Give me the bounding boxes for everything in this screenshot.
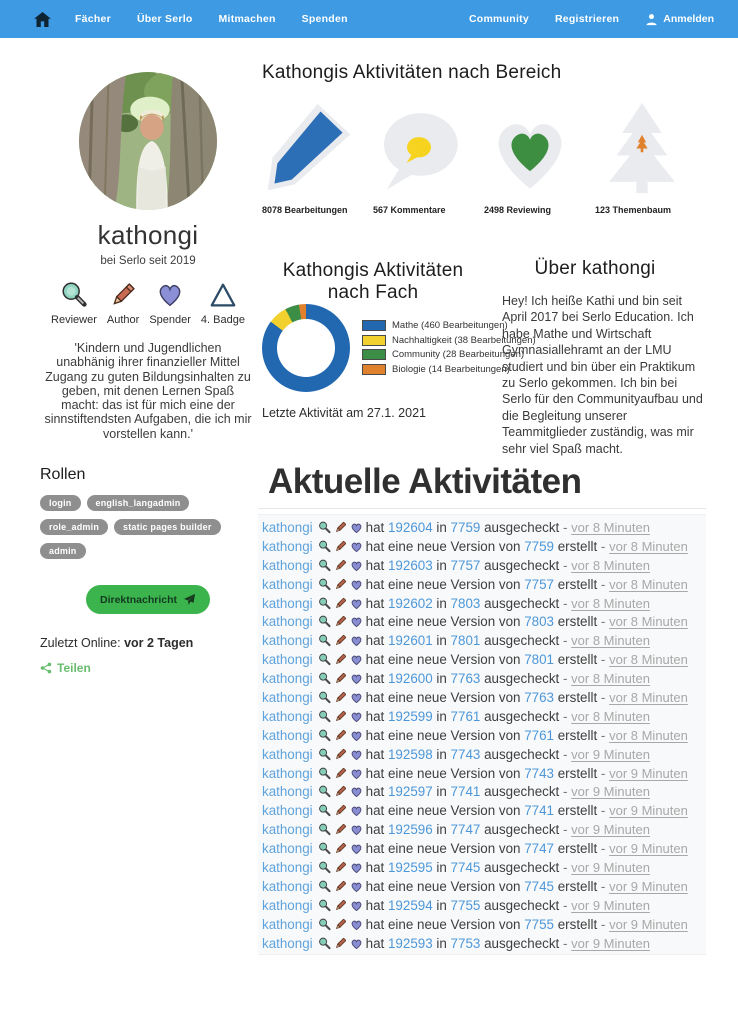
activity-time-link[interactable]: vor 8 Minuten — [609, 576, 688, 592]
pencil-icon — [334, 521, 347, 534]
direct-message-button[interactable]: Direktnachricht — [86, 585, 210, 614]
activity-user-link[interactable]: kathongi — [262, 576, 313, 592]
entity-link[interactable]: 7761 — [450, 708, 481, 724]
activity-row — [262, 594, 706, 613]
entity-link[interactable]: 7803 — [450, 595, 481, 611]
entity-link[interactable]: 7741 — [450, 784, 481, 800]
recent-title: Aktuelle Aktivitäten — [268, 462, 582, 501]
entity-link[interactable]: 7755 — [450, 897, 481, 913]
activity-row — [262, 688, 706, 707]
activity-time-link[interactable]: vor 8 Minuten — [609, 689, 688, 705]
pencil-icon — [334, 804, 347, 817]
heart-icon — [350, 597, 363, 610]
activity-user-link[interactable]: kathongi — [262, 557, 313, 573]
entity-link[interactable]: 7801 — [524, 652, 555, 668]
pencil-icon — [262, 100, 358, 196]
nav-right — [469, 13, 714, 26]
activity-user-link[interactable]: kathongi — [262, 689, 313, 705]
activity-user-link[interactable]: kathongi — [262, 595, 313, 611]
entity-link[interactable]: 7747 — [524, 841, 555, 857]
magnifier-icon — [318, 521, 331, 534]
revision-link[interactable]: 192597 — [387, 784, 433, 800]
main-content — [262, 62, 706, 962]
role-pill: static pages builder — [114, 519, 221, 535]
user-icon — [645, 13, 658, 26]
stat-kommentare: 567 Kommentare — [373, 98, 484, 215]
activity-row — [262, 518, 706, 537]
activity-user-link[interactable]: kathongi — [262, 727, 313, 743]
activity-list — [258, 514, 706, 955]
heart-icon — [350, 899, 363, 912]
activity-time-link[interactable]: vor 8 Minuten — [609, 614, 688, 630]
activity-time-link[interactable]: vor 9 Minuten — [571, 822, 650, 838]
legend-entry: Biologie (14 Bearbeitungen) — [362, 364, 536, 375]
magnifier-icon — [318, 785, 331, 798]
activity-text: hat 192597 in 7741 ausgecheckt - vor 9 Minuten — [365, 784, 650, 800]
activity-row — [262, 707, 706, 726]
legend-swatch — [362, 320, 386, 331]
pencil-icon — [334, 653, 347, 666]
magnifier-icon — [318, 540, 331, 553]
badge-4: 4. Badge — [201, 280, 245, 326]
revision-link[interactable]: 192602 — [387, 595, 433, 611]
entity-link[interactable]: 7757 — [524, 576, 555, 592]
entity-link[interactable]: 7741 — [524, 803, 555, 819]
heart-icon — [155, 280, 185, 310]
pencil-icon — [334, 672, 347, 685]
activity-user-link[interactable]: kathongi — [262, 803, 313, 819]
section-title-bereich: Kathongis Aktivitäten nach Bereich — [262, 62, 562, 83]
magnifier-icon — [318, 823, 331, 836]
magnifier-icon — [318, 597, 331, 610]
entity-link[interactable]: 7743 — [524, 765, 555, 781]
last-activity-date: Letzte Aktivität am 27.1. 2021 — [262, 406, 426, 420]
activity-user-link[interactable]: kathongi — [262, 671, 313, 687]
activity-time-link[interactable]: vor 8 Minuten — [609, 538, 688, 554]
activity-row — [262, 631, 706, 650]
activity-user-link[interactable]: kathongi — [262, 708, 313, 724]
activity-time-link[interactable]: vor 8 Minuten — [571, 671, 650, 687]
entity-link[interactable]: 7759 — [524, 538, 555, 554]
pencil-icon — [108, 280, 138, 310]
revision-link[interactable]: 192601 — [387, 633, 433, 649]
heart-icon — [350, 937, 363, 950]
pencil-icon — [334, 559, 347, 572]
revision-link[interactable]: 192594 — [387, 897, 433, 913]
activity-user-link[interactable]: kathongi — [262, 859, 313, 875]
role-pill: admin — [40, 543, 86, 559]
home-button[interactable] — [34, 12, 51, 27]
activity-time-link[interactable]: vor 9 Minuten — [571, 784, 650, 800]
magnifier-icon — [59, 280, 89, 310]
nav-item[interactable]: Über Serlo — [136, 13, 193, 25]
entity-link[interactable]: 7747 — [450, 822, 481, 838]
heart-icon — [350, 691, 363, 704]
activity-text: hat eine neue Version von 7757 erstellt - vor 8 Minuten — [365, 576, 688, 592]
activity-text: hat eine neue Version von 7755 erstellt - vor 9 Minuten — [365, 916, 688, 932]
entity-link[interactable]: 7743 — [450, 746, 481, 762]
activity-time-link[interactable]: vor 8 Minuten — [571, 633, 650, 649]
pencil-icon — [334, 767, 347, 780]
entity-link[interactable]: 7801 — [450, 633, 481, 649]
activity-text: hat eine neue Version von 7803 erstellt - vor 8 Minuten — [365, 614, 688, 630]
badge-spender: Spender — [149, 280, 191, 326]
member-since: bei Serlo seit 2019 — [100, 255, 196, 267]
stat-themenbaum: 123 Themenbaum — [595, 98, 706, 215]
entity-link[interactable]: 7803 — [524, 614, 555, 630]
activity-time-link[interactable]: vor 9 Minuten — [609, 878, 688, 894]
entity-link[interactable]: 7745 — [450, 859, 481, 875]
magnifier-icon — [318, 748, 331, 761]
heart-icon — [350, 521, 363, 534]
entity-link[interactable]: 7759 — [450, 519, 481, 535]
activity-time-link[interactable]: vor 9 Minuten — [609, 841, 688, 857]
heart-icon — [350, 880, 363, 893]
activity-text: hat eine neue Version von 7741 erstellt - vor 9 Minuten — [365, 803, 688, 819]
login-button[interactable]: Anmelden — [645, 13, 714, 26]
activity-row — [262, 764, 706, 783]
share-icon — [40, 662, 52, 674]
entity-link[interactable]: 7755 — [524, 916, 555, 932]
activity-user-link[interactable]: kathongi — [262, 614, 313, 630]
activity-text: hat 192595 in 7745 ausgecheckt - vor 9 Minuten — [365, 859, 650, 875]
activity-user-link[interactable]: kathongi — [262, 822, 313, 838]
entity-link[interactable]: 7753 — [450, 935, 481, 951]
activity-text: hat eine neue Version von 7761 erstellt - vor 8 Minuten — [365, 727, 688, 743]
stat-bearbeitungen: 8078 Bearbeitungen — [262, 98, 373, 215]
activity-user-link[interactable]: kathongi — [262, 878, 313, 894]
legend-swatch — [362, 349, 386, 360]
activity-row — [262, 556, 706, 575]
magnifier-icon — [318, 710, 331, 723]
activity-time-link[interactable]: vor 8 Minuten — [571, 708, 650, 724]
activity-row — [262, 839, 706, 858]
activity-text: hat 192594 in 7755 ausgecheckt - vor 9 Minuten — [365, 897, 650, 913]
magnifier-icon — [318, 880, 331, 893]
username: kathongi — [97, 220, 199, 250]
nav-item[interactable]: Fächer — [75, 13, 111, 25]
heart-icon — [350, 672, 363, 685]
activity-time-link[interactable]: vor 9 Minuten — [609, 803, 688, 819]
badge-row — [40, 280, 256, 326]
activity-time-link[interactable]: vor 9 Minuten — [571, 935, 650, 951]
roles-title: Rollen — [40, 466, 86, 484]
activity-row — [262, 896, 706, 915]
about-text: Hey! Ich heiße Kathi und bin seit April 2017 bei Serlo Education. Ich habe Mathe und Wirtschaft Gymnasiallehramt an der LMU studiert und bin über ein Praktikum zu Serlo gekommen. Ich bin bei Serlo für den Communityaufbau und die Begleitung unserer Teammitglieder zuständig, was mir sehr viel Spaß macht. — [502, 294, 703, 456]
activity-time-link[interactable]: vor 8 Minuten — [571, 595, 650, 611]
activity-user-link[interactable]: kathongi — [262, 519, 313, 535]
entity-link[interactable]: 7761 — [524, 727, 555, 743]
pencil-icon — [334, 710, 347, 723]
magnifier-icon — [318, 804, 331, 817]
activity-row — [262, 858, 706, 877]
section-title-fach: Kathongis Aktivitäten nach Fach — [282, 260, 464, 303]
pencil-icon — [334, 899, 347, 912]
tree-icon — [595, 100, 689, 196]
revision-link[interactable]: 192603 — [387, 557, 433, 573]
activity-time-link[interactable]: vor 9 Minuten — [571, 746, 650, 762]
last-online-value: vor 2 Tagen — [124, 636, 194, 651]
profile-sidebar — [40, 72, 256, 675]
magnifier-icon — [318, 634, 331, 647]
activity-row — [262, 915, 706, 934]
activity-user-link[interactable]: kathongi — [262, 897, 313, 913]
activity-text: hat eine neue Version von 7759 erstellt - vor 8 Minuten — [365, 538, 688, 554]
comment-icon — [373, 104, 465, 196]
heart-icon — [350, 559, 363, 572]
divider — [258, 508, 706, 509]
nav-item[interactable]: Spenden — [301, 13, 348, 25]
profile-photo — [79, 72, 217, 210]
heart-icon — [350, 710, 363, 723]
revision-link[interactable]: 192595 — [387, 859, 433, 875]
donut-chart — [262, 304, 350, 392]
activity-text: hat 192598 in 7743 ausgecheckt - vor 9 Minuten — [365, 746, 650, 762]
magnifier-icon — [318, 691, 331, 704]
magnifier-icon — [318, 899, 331, 912]
revision-link[interactable]: 192604 — [387, 519, 433, 535]
magnifier-icon — [318, 918, 331, 931]
pencil-icon — [334, 578, 347, 591]
role-pill: role_admin — [40, 519, 108, 535]
entity-link[interactable]: 7763 — [524, 689, 555, 705]
pencil-icon — [334, 937, 347, 950]
section-activities-by-subject — [262, 258, 536, 454]
pencil-icon — [334, 729, 347, 742]
section-recent-activities — [258, 454, 706, 955]
activity-user-link[interactable]: kathongi — [262, 784, 313, 800]
nav-item[interactable]: Community — [468, 13, 529, 25]
area-stats-row — [262, 98, 706, 215]
activity-text: hat 192601 in 7801 ausgecheckt - vor 8 Minuten — [365, 633, 650, 649]
pencil-icon — [334, 615, 347, 628]
legend-entry: Mathe (460 Bearbeitungen) — [362, 320, 536, 331]
activity-text: hat 192604 in 7759 ausgecheckt - vor 8 Minuten — [365, 519, 650, 535]
magnifier-icon — [318, 578, 331, 591]
pencil-icon — [334, 880, 347, 893]
activity-time-link[interactable]: vor 9 Minuten — [571, 897, 650, 913]
activity-user-link[interactable]: kathongi — [262, 746, 313, 762]
pencil-icon — [334, 597, 347, 610]
top-navbar — [0, 0, 738, 38]
activity-row — [262, 934, 706, 953]
heart-icon — [350, 615, 363, 628]
magnifier-icon — [318, 672, 331, 685]
heart-icon — [350, 748, 363, 761]
pencil-icon — [334, 842, 347, 855]
pencil-icon — [334, 691, 347, 704]
activity-time-link[interactable]: vor 8 Minuten — [609, 727, 688, 743]
heart-icon — [350, 729, 363, 742]
share-button[interactable]: Teilen — [40, 661, 256, 675]
section-activities-by-area — [262, 62, 706, 215]
activity-user-link[interactable]: kathongi — [262, 916, 313, 932]
activity-row — [262, 726, 706, 745]
entity-link[interactable]: 7745 — [524, 878, 555, 894]
section-about — [484, 258, 706, 457]
badge-reviewer: Reviewer — [51, 280, 97, 326]
activity-row — [262, 650, 706, 669]
pencil-icon — [334, 634, 347, 647]
heart-icon — [350, 767, 363, 780]
home-icon — [34, 12, 51, 27]
activity-text: hat 192596 in 7747 ausgecheckt - vor 9 Minuten — [365, 822, 650, 838]
activity-time-link[interactable]: vor 8 Minuten — [609, 652, 688, 668]
activity-row — [262, 801, 706, 820]
activity-row — [262, 669, 706, 688]
activity-row — [262, 745, 706, 764]
heart-icon — [350, 653, 363, 666]
heart-icon — [484, 104, 576, 196]
pencil-icon — [334, 748, 347, 761]
heart-icon — [350, 918, 363, 931]
activity-user-link[interactable]: kathongi — [262, 538, 313, 554]
magnifier-icon — [318, 615, 331, 628]
magnifier-icon — [318, 767, 331, 780]
activity-row — [262, 877, 706, 896]
stat-reviewing: 2498 Reviewing — [484, 98, 595, 215]
last-online: Zuletzt Online: vor 2 Tagen — [40, 636, 194, 651]
section-mid — [262, 258, 706, 454]
magnifier-icon — [318, 842, 331, 855]
activity-row — [262, 537, 706, 556]
magnifier-icon — [318, 729, 331, 742]
legend-swatch — [362, 335, 386, 346]
magnifier-icon — [318, 937, 331, 950]
activity-text: hat eine neue Version von 7763 erstellt - vor 8 Minuten — [365, 689, 688, 705]
heart-icon — [350, 823, 363, 836]
legend-swatch — [362, 364, 386, 375]
activity-time-link[interactable]: vor 9 Minuten — [609, 765, 688, 781]
profile-quote: 'Kindern und Jugendlichen unabhänig ihrer finanzieller Mittel Zugang zu guten Bildungsinhalten zu geben, mit denen Lernen Spaß macht: das ist für mich eine der sinnstiftendsten Aufgaben, die ich mir vorstellen kann.' — [44, 341, 252, 441]
revision-link[interactable]: 192596 — [387, 822, 433, 838]
nav-item[interactable]: Mitmachen — [218, 13, 276, 25]
activity-text: hat 192602 in 7803 ausgecheckt - vor 8 Minuten — [365, 595, 650, 611]
activity-time-link[interactable]: vor 9 Minuten — [571, 859, 650, 875]
activity-user-link[interactable]: kathongi — [262, 935, 313, 951]
magnifier-icon — [318, 559, 331, 572]
activity-text: hat 192600 in 7763 ausgecheckt - vor 8 Minuten — [365, 671, 650, 687]
activity-text: hat eine neue Version von 7747 erstellt - vor 9 Minuten — [365, 841, 688, 857]
triangle-icon — [208, 280, 238, 310]
paper-plane-icon — [183, 593, 196, 606]
heart-icon — [350, 785, 363, 798]
pencil-icon — [334, 918, 347, 931]
nav-item[interactable]: Registrieren — [554, 13, 620, 25]
activity-text: hat 192593 in 7753 ausgecheckt - vor 9 Minuten — [365, 935, 650, 951]
activity-text: hat eine neue Version von 7745 erstellt - vor 9 Minuten — [365, 878, 688, 894]
activity-user-link[interactable]: kathongi — [262, 633, 313, 649]
heart-icon — [350, 634, 363, 647]
activity-row — [262, 612, 706, 631]
pencil-icon — [334, 823, 347, 836]
activity-user-link[interactable]: kathongi — [262, 841, 313, 857]
activity-time-link[interactable]: vor 8 Minuten — [571, 519, 650, 535]
activity-time-link[interactable]: vor 8 Minuten — [571, 557, 650, 573]
heart-icon — [350, 540, 363, 553]
main-nav — [75, 13, 348, 25]
pencil-icon — [334, 540, 347, 553]
activity-text: hat eine neue Version von 7743 erstellt - vor 9 Minuten — [365, 765, 688, 781]
activity-text: hat 192599 in 7761 ausgecheckt - vor 8 Minuten — [365, 708, 650, 724]
activity-user-link[interactable]: kathongi — [262, 652, 313, 668]
revision-link[interactable]: 192593 — [387, 935, 433, 951]
heart-icon — [350, 842, 363, 855]
activity-text: hat 192603 in 7757 ausgecheckt - vor 8 Minuten — [365, 557, 650, 573]
heart-icon — [350, 861, 363, 874]
revision-link[interactable]: 192598 — [387, 746, 433, 762]
heart-icon — [350, 804, 363, 817]
roles-list — [40, 495, 256, 559]
activity-time-link[interactable]: vor 9 Minuten — [609, 916, 688, 932]
entity-link[interactable]: 7757 — [450, 557, 481, 573]
activity-row — [262, 575, 706, 594]
entity-link[interactable]: 7763 — [450, 671, 481, 687]
revision-link[interactable]: 192599 — [387, 708, 433, 724]
magnifier-icon — [318, 861, 331, 874]
role-pill: login — [40, 495, 81, 511]
activity-text: hat eine neue Version von 7801 erstellt - vor 8 Minuten — [365, 652, 688, 668]
pencil-icon — [334, 785, 347, 798]
activity-row — [262, 820, 706, 839]
legend-entry: Nachhaltigkeit (38 Bearbeitungen) — [362, 335, 536, 346]
heart-icon — [350, 578, 363, 591]
magnifier-icon — [318, 653, 331, 666]
about-title: Über kathongi — [534, 258, 656, 279]
activity-user-link[interactable]: kathongi — [262, 765, 313, 781]
pencil-icon — [334, 861, 347, 874]
badge-author: Author — [107, 280, 139, 326]
legend-entry: Community (28 Bearbeitungen) — [362, 349, 536, 360]
activity-row — [262, 782, 706, 801]
role-pill: english_langadmin — [87, 495, 190, 511]
revision-link[interactable]: 192600 — [387, 671, 433, 687]
